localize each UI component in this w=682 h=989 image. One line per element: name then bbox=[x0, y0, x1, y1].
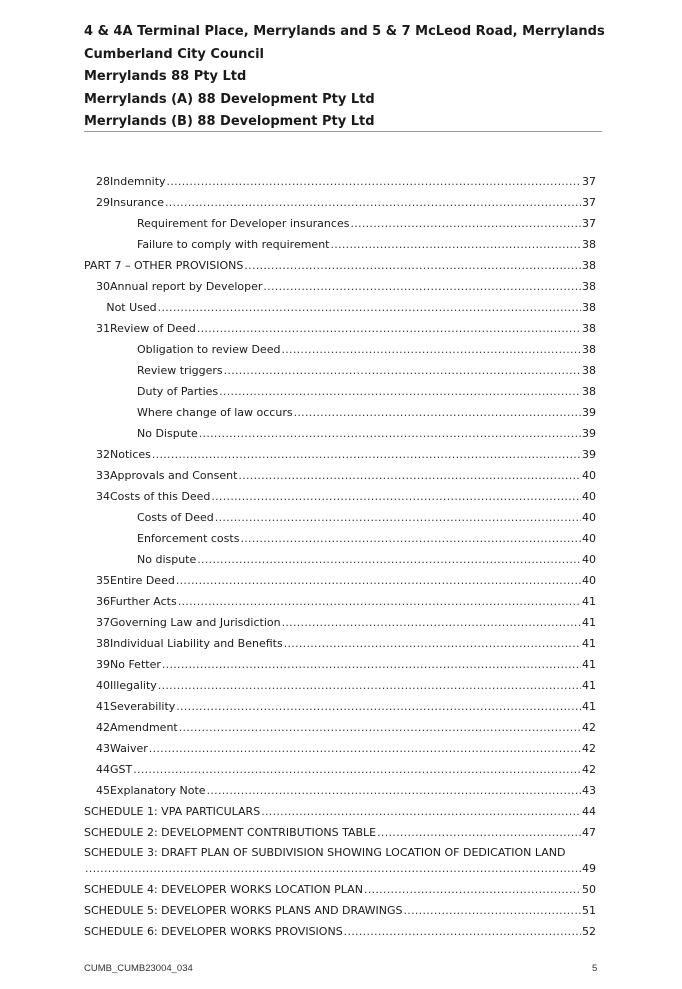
toc-leader-dots bbox=[211, 486, 581, 507]
header-council-name: Cumberland City Council bbox=[84, 46, 265, 62]
toc-leader-dots bbox=[224, 360, 581, 381]
toc-leader-dots bbox=[238, 465, 581, 486]
toc-entry-number: 40 bbox=[96, 679, 110, 692]
toc-entry-title: SCHEDULE 2: DEVELOPMENT CONTRIBUTIONS TABLE bbox=[84, 826, 377, 839]
toc-leader-dots bbox=[284, 633, 581, 654]
toc-entry-number: 39 bbox=[96, 658, 110, 671]
toc-entry-number: 32 bbox=[96, 448, 110, 461]
toc-entry-page: 38 bbox=[582, 301, 596, 314]
toc-leader-dots bbox=[176, 696, 581, 717]
toc-leader-dots bbox=[281, 339, 581, 360]
toc-entry-title: SCHEDULE 4: DEVELOPER WORKS LOCATION PLAN bbox=[84, 883, 363, 896]
toc-leader-dots bbox=[162, 654, 581, 675]
toc-entry-page: 42 bbox=[582, 742, 596, 755]
toc-entry[interactable] bbox=[84, 318, 596, 339]
toc-entry[interactable] bbox=[84, 171, 596, 192]
document-header bbox=[84, 22, 604, 135]
toc-entry-title: Indemnity bbox=[110, 175, 166, 188]
toc-leader-dots bbox=[149, 738, 581, 759]
toc-entry-title: Costs of this Deed bbox=[110, 490, 211, 503]
toc-leader-dots bbox=[176, 570, 581, 591]
toc-entry-page: 38 bbox=[582, 364, 596, 377]
toc-entry-title: Further Acts bbox=[110, 595, 177, 608]
toc-entry-title: Notices bbox=[110, 448, 151, 461]
toc-entry-title: Annual report by Developer bbox=[110, 280, 263, 293]
toc-entry-title: No Fetter bbox=[110, 658, 161, 671]
toc-leader-dots bbox=[215, 507, 581, 528]
toc-entry-number: 43 bbox=[96, 742, 110, 755]
toc-entry-title: Review triggers bbox=[137, 364, 223, 377]
toc-entry[interactable] bbox=[84, 696, 596, 717]
toc-entry-title: Duty of Parties bbox=[137, 385, 219, 398]
toc-entry-page: 38 bbox=[582, 322, 596, 335]
toc-entry-page: 39 bbox=[582, 448, 596, 461]
toc-leader-dots bbox=[179, 717, 581, 738]
toc-entry-page: 40 bbox=[582, 574, 596, 587]
toc-leader-dots bbox=[282, 612, 581, 633]
toc-entry[interactable] bbox=[84, 612, 596, 633]
toc-entry[interactable] bbox=[84, 633, 596, 654]
toc-entry-page: 40 bbox=[582, 511, 596, 524]
toc-entry[interactable] bbox=[84, 339, 596, 360]
toc-entry-page: 38 bbox=[582, 385, 596, 398]
toc-entry[interactable] bbox=[84, 759, 596, 780]
toc-entry-title: Explanatory Note bbox=[110, 784, 206, 797]
toc-entry[interactable] bbox=[84, 843, 596, 879]
toc-entry[interactable] bbox=[84, 276, 596, 297]
toc-entry[interactable] bbox=[84, 900, 596, 921]
toc-leader-dots bbox=[377, 822, 581, 843]
toc-entry-number: 28 bbox=[96, 175, 110, 188]
toc-entry[interactable] bbox=[84, 570, 596, 591]
toc-leader-dots bbox=[133, 759, 581, 780]
toc-entry-title: Severability bbox=[110, 700, 176, 713]
toc-entry-title: Failure to comply with requirement bbox=[137, 238, 330, 251]
toc-entry-page: 41 bbox=[582, 637, 596, 650]
toc-entry[interactable] bbox=[84, 528, 596, 549]
toc-leader-dots bbox=[240, 528, 581, 549]
toc-entry[interactable] bbox=[84, 234, 596, 255]
toc-entry-page: 41 bbox=[582, 679, 596, 692]
toc-entry[interactable] bbox=[84, 507, 596, 528]
toc-entry-page: 37 bbox=[582, 217, 596, 230]
toc-entry[interactable] bbox=[84, 423, 596, 444]
toc-entry[interactable] bbox=[84, 879, 596, 900]
toc-entry[interactable] bbox=[84, 486, 596, 507]
toc-entry-page: 47 bbox=[582, 826, 596, 839]
toc-entry-number: 31 bbox=[96, 322, 110, 335]
toc-leader-dots bbox=[152, 444, 581, 465]
toc-leader-dots bbox=[261, 801, 581, 822]
toc-entry[interactable] bbox=[84, 675, 596, 696]
toc-entry-number: 41 bbox=[96, 700, 110, 713]
toc-leader-dots bbox=[403, 900, 581, 921]
toc-entry-number: 29 bbox=[96, 196, 110, 209]
toc-entry-title: Requirement for Developer insurances bbox=[137, 217, 350, 230]
header-party-3: Merrylands (B) 88 Development Pty Ltd bbox=[84, 114, 375, 129]
toc-entry-page: 42 bbox=[582, 763, 596, 776]
toc-entry-number: 45 bbox=[96, 784, 110, 797]
toc-entry-page: 52 bbox=[582, 925, 596, 938]
toc-entry[interactable] bbox=[84, 444, 596, 465]
footer-document-reference: CUMB_CUMB23004_034 bbox=[84, 963, 193, 974]
toc-entry-title: Costs of Deed bbox=[137, 511, 214, 524]
toc-entry[interactable] bbox=[84, 780, 596, 801]
toc-entry-page: 39 bbox=[582, 427, 596, 440]
toc-entry-page: 50 bbox=[582, 883, 596, 896]
toc-entry[interactable] bbox=[84, 738, 596, 759]
toc-leader-dots bbox=[263, 276, 581, 297]
toc-entry-page: 39 bbox=[582, 406, 596, 419]
toc-entry-number: 33 bbox=[96, 469, 110, 482]
toc-entry-number: 44 bbox=[96, 763, 110, 776]
toc-leader-dots bbox=[330, 234, 581, 255]
toc-leader-dots bbox=[167, 171, 581, 192]
toc-entry[interactable] bbox=[84, 402, 596, 423]
toc-entry-number: 30 bbox=[96, 280, 110, 293]
header-divider bbox=[84, 131, 602, 132]
toc-entry-page: 37 bbox=[582, 196, 596, 209]
toc-entry-title: Amendment bbox=[110, 721, 178, 734]
toc-entry-page: 40 bbox=[582, 469, 596, 482]
toc-entry-page: 51 bbox=[582, 904, 596, 917]
toc-leader-dots bbox=[199, 423, 581, 444]
toc-entry[interactable] bbox=[84, 213, 596, 234]
toc-entry-page: 40 bbox=[582, 553, 596, 566]
toc-entry-number: 37 bbox=[96, 616, 110, 629]
footer-page-number: 5 bbox=[592, 963, 598, 974]
toc-entry-number: 42 bbox=[96, 721, 110, 734]
toc-entry-title: SCHEDULE 1: VPA PARTICULARS bbox=[84, 805, 261, 818]
toc-entry-page: 42 bbox=[582, 721, 596, 734]
toc-entry[interactable] bbox=[84, 717, 596, 738]
toc-entry-title: Not Used bbox=[106, 301, 157, 314]
toc-entry-page: 41 bbox=[582, 616, 596, 629]
toc-leader-dots bbox=[158, 297, 581, 318]
toc-entry-title: Review of Deed bbox=[110, 322, 196, 335]
header-property-address: 4 & 4A Terminal Place, Merrylands and 5 & 7 McLeod Road, Merrylands bbox=[84, 24, 605, 39]
toc-entry-page: 43 bbox=[582, 784, 596, 797]
toc-entry-title: Where change of law occurs bbox=[137, 406, 293, 419]
toc-entry-title: Obligation to review Deed bbox=[137, 343, 281, 356]
toc-entry-page: 38 bbox=[582, 259, 596, 272]
toc-entry-page: 38 bbox=[582, 238, 596, 251]
toc-entry-page: 49 bbox=[582, 862, 596, 875]
toc-entry-page: 40 bbox=[582, 532, 596, 545]
toc-entry-page: 38 bbox=[582, 343, 596, 356]
toc-entry-page: 37 bbox=[582, 175, 596, 188]
toc-entry-title: No dispute bbox=[137, 553, 197, 566]
toc-entry-page: 38 bbox=[582, 280, 596, 293]
toc-leader-dots bbox=[178, 591, 581, 612]
toc-entry[interactable] bbox=[84, 255, 596, 276]
toc-entry[interactable] bbox=[84, 591, 596, 612]
toc-entry-number: 34 bbox=[96, 490, 110, 503]
toc-entry[interactable] bbox=[84, 921, 596, 942]
toc-entry-number: 36 bbox=[96, 595, 110, 608]
toc-entry[interactable] bbox=[84, 360, 596, 381]
toc-entry-title: SCHEDULE 3: DRAFT PLAN OF SUBDIVISION SHOWING LOCATION OF DEDICATION LAND bbox=[84, 846, 566, 859]
toc-entry-page: 41 bbox=[582, 595, 596, 608]
toc-entry-title: Individual Liability and Benefits bbox=[110, 637, 283, 650]
toc-entry-title: Approvals and Consent bbox=[110, 469, 238, 482]
toc-entry-number: 38 bbox=[96, 637, 110, 650]
toc-entry-page: 40 bbox=[582, 490, 596, 503]
toc-entry-number: 35 bbox=[96, 574, 110, 587]
toc-leader-dots bbox=[197, 318, 581, 339]
toc-entry[interactable] bbox=[84, 381, 596, 402]
toc-entry-title: Waiver bbox=[110, 742, 148, 755]
toc-entry-title: SCHEDULE 5: DEVELOPER WORKS PLANS AND DRAWINGS bbox=[84, 904, 403, 917]
toc-leader-dots bbox=[244, 255, 581, 276]
toc-leader-dots bbox=[344, 921, 581, 942]
toc-leader-dots bbox=[294, 402, 581, 423]
toc-entry-title: Insurance bbox=[110, 196, 164, 209]
toc-leader-dots bbox=[364, 879, 581, 900]
table-of-contents bbox=[84, 171, 596, 942]
toc-leader-dots bbox=[350, 213, 581, 234]
toc-entry-page: 41 bbox=[582, 658, 596, 671]
toc-entry-title: No Dispute bbox=[137, 427, 198, 440]
toc-entry-title: Illegality bbox=[110, 679, 157, 692]
toc-entry-title: PART 7 – OTHER PROVISIONS bbox=[84, 259, 244, 272]
toc-entry-title: SCHEDULE 6: DEVELOPER WORKS PROVISIONS bbox=[84, 925, 343, 938]
toc-entry[interactable] bbox=[84, 465, 596, 486]
toc-leader-dots bbox=[85, 861, 581, 877]
toc-leader-dots bbox=[158, 675, 581, 696]
header-party-1: Merrylands 88 Pty Ltd bbox=[84, 69, 247, 84]
toc-entry-title: GST bbox=[110, 763, 133, 776]
toc-leader-dots bbox=[207, 780, 581, 801]
toc-entry[interactable] bbox=[84, 801, 596, 822]
toc-entry[interactable] bbox=[84, 297, 596, 318]
toc-entry[interactable] bbox=[84, 192, 596, 213]
header-party-2: Merrylands (A) 88 Development Pty Ltd bbox=[84, 91, 375, 107]
toc-entry-title: Entire Deed bbox=[110, 574, 175, 587]
toc-entry-page: 44 bbox=[582, 805, 596, 818]
toc-leader-dots bbox=[197, 549, 581, 570]
toc-entry-title: Governing Law and Jurisdiction bbox=[110, 616, 281, 629]
toc-entry[interactable] bbox=[84, 549, 596, 570]
toc-entry[interactable] bbox=[84, 654, 596, 675]
toc-entry-page: 41 bbox=[582, 700, 596, 713]
toc-entry[interactable] bbox=[84, 822, 596, 843]
toc-leader-dots bbox=[165, 192, 581, 213]
toc-leader-dots bbox=[219, 381, 581, 402]
toc-entry-title: Enforcement costs bbox=[137, 532, 240, 545]
